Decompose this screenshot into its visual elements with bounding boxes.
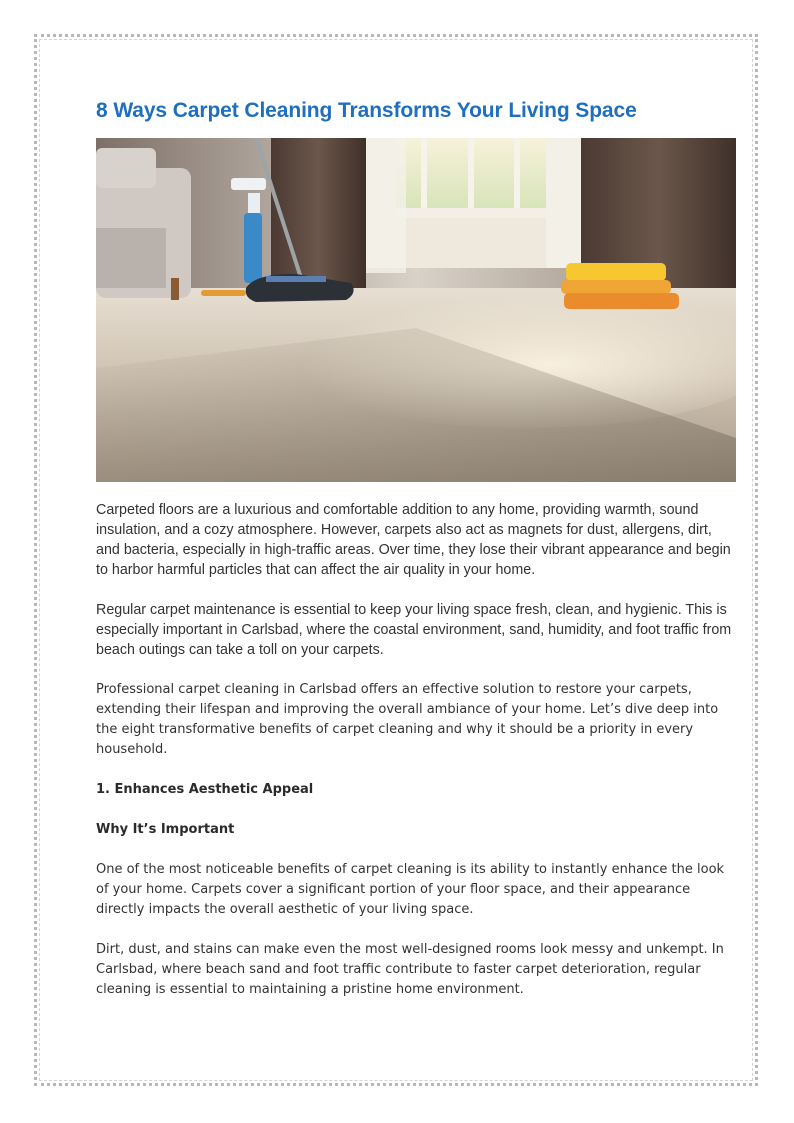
section-paragraph-1: One of the most noticeable benefits of carpet cleaning is its ability to instantly enhance the look of your home. Carpets cover a significant portion of your floor space, and their appearance directly impacts the overall aesthetic of your living space. [96,862,725,917]
section-subheading: Why It’s Important [96,822,235,837]
intro-paragraph-2: Regular carpet maintenance is essential to keep your living space fresh, clean, and hygienic. This is especially important in Carlsbad, where the coastal environment, sand, humidity, and foot traffic from beach outings can take a toll on your carpets. [96,602,732,658]
section-paragraph-2: Dirt, dust, and stains can make even the most well-designed rooms look messy and unkempt. In Carlsbad, where beach sand and foot traffic contribute to faster carpet deterioration, regular cleaning is essential to maintaining a pristine home environment. [96,942,724,997]
section-heading: 1. Enhances Aesthetic Appeal [96,782,314,797]
hero-image [96,138,736,482]
article [96,94,736,1000]
intro-paragraph-3: Professional carpet cleaning in Carlsbad offers an effective solution to restore your carpets, extending their lifespan and improving the overall ambiance of your home. Let’s dive deep into the eight transformative benefits of carpet cleaning and why it should be a priority in every household. [96,682,719,757]
article-title: 8 Ways Carpet Cleaning Transforms Your Living Space [96,99,637,122]
intro-paragraph-1: Carpeted floors are a luxurious and comfortable addition to any home, providing warmth, sound insulation, and a cozy atmosphere. However, carpets also act as magnets for dust, allergens, dirt, and bacteria, especially in high-traffic areas. Over time, they lose their vibrant appearance and begin to harbor harmful particles that can affect the air quality in your home. [96,502,731,578]
